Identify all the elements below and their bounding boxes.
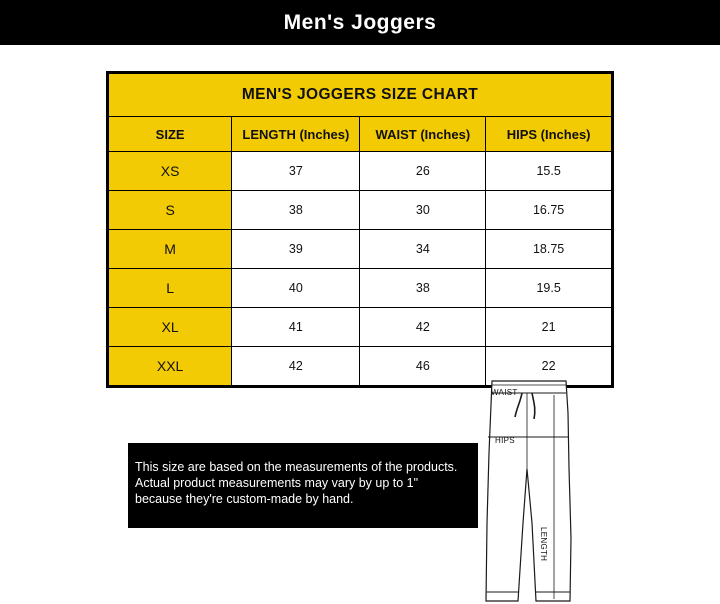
cell-hips: 16.75 — [486, 191, 612, 230]
cell-length: 42 — [232, 347, 360, 386]
cell-size: XL — [109, 308, 232, 347]
chart-title-row — [109, 74, 612, 117]
label-hips: HIPS — [495, 436, 515, 445]
note-line: This size are based on the measurements of the products. — [135, 460, 458, 474]
cell-size: L — [109, 269, 232, 308]
column-header-length: LENGTH (Inches) — [232, 117, 360, 152]
cell-waist: 42 — [360, 308, 486, 347]
cell-hips: 15.5 — [486, 152, 612, 191]
note-line: because they're custom-made by hand. — [135, 492, 354, 506]
cell-waist: 30 — [360, 191, 486, 230]
note-line: Actual product measurements may vary by up to 1" — [135, 476, 419, 490]
column-header-size: SIZE — [109, 117, 232, 152]
cell-size: S — [109, 191, 232, 230]
chart-title: MEN'S JOGGERS SIZE CHART — [109, 74, 612, 117]
cell-waist: 38 — [360, 269, 486, 308]
disclaimer-note — [128, 443, 478, 528]
table-row — [109, 191, 612, 230]
cell-hips: 19.5 — [486, 269, 612, 308]
table-row — [109, 269, 612, 308]
pants-shape — [486, 381, 571, 601]
header-bar — [0, 0, 720, 45]
size-chart-table — [108, 73, 612, 386]
page-title: Men's Joggers — [283, 10, 437, 34]
cell-hips: 18.75 — [486, 230, 612, 269]
cell-waist: 34 — [360, 230, 486, 269]
joggers-illustration — [470, 373, 610, 604]
cell-waist: 46 — [360, 347, 486, 386]
column-header-waist: WAIST (Inches) — [360, 117, 486, 152]
label-length: LENGTH — [539, 527, 548, 562]
cell-size: XXL — [109, 347, 232, 386]
table-row — [109, 152, 612, 191]
cell-length: 38 — [232, 191, 360, 230]
cell-length: 41 — [232, 308, 360, 347]
cell-length: 39 — [232, 230, 360, 269]
cell-size: M — [109, 230, 232, 269]
size-chart-container — [106, 71, 614, 388]
cell-hips: 22 — [486, 347, 612, 386]
cell-waist: 26 — [360, 152, 486, 191]
cell-length: 37 — [232, 152, 360, 191]
cell-size: XS — [109, 152, 232, 191]
label-waist: WAIST — [491, 388, 518, 397]
cell-hips: 21 — [486, 308, 612, 347]
table-row — [109, 308, 612, 347]
table-header-row — [109, 117, 612, 152]
cell-length: 40 — [232, 269, 360, 308]
column-header-hips: HIPS (Inches) — [486, 117, 612, 152]
table-row — [109, 230, 612, 269]
